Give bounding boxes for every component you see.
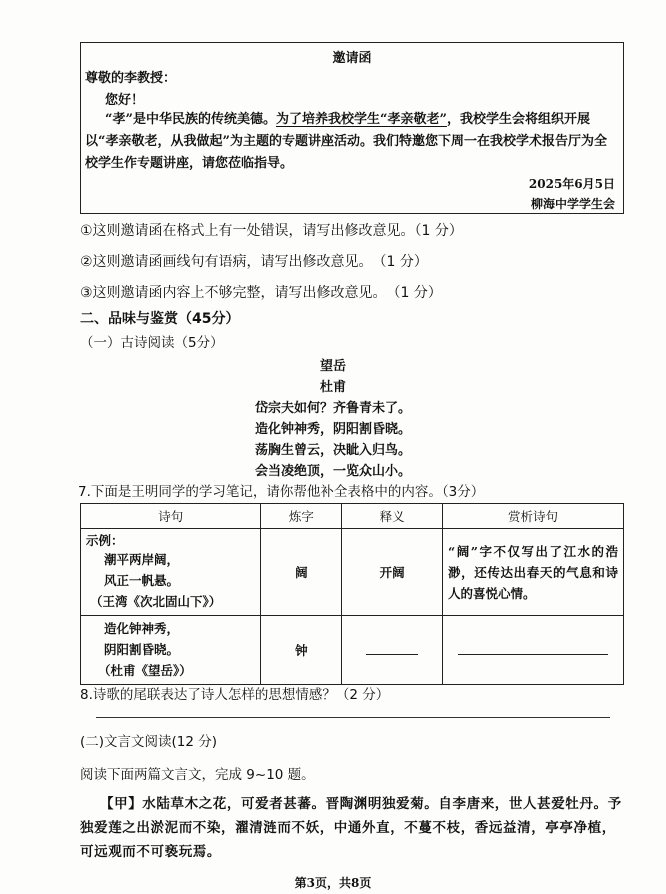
page-number: 第3页，共8页 [294, 876, 372, 890]
example-meaning: 开阔 [342, 529, 443, 616]
invitation-date: 2025年6月5日 [528, 177, 615, 191]
meaning-blank-line [366, 642, 418, 655]
invitation-underlined-sentence: 为了培养我校学生“孝亲敬老” [275, 112, 447, 127]
study-notes-table [80, 503, 624, 685]
meaning-answer-blank[interactable] [342, 616, 443, 685]
example-verse-cell [81, 529, 261, 616]
header-word: 炼字 [261, 504, 342, 529]
example-source: （王湾《次北固山下》） [90, 594, 222, 609]
invitation-body [85, 109, 617, 175]
example-line: 潮平两岸阔， [104, 552, 180, 567]
appreciation-answer-blank[interactable] [443, 616, 624, 685]
example-line: 风正一帆悬。 [104, 573, 180, 588]
table-header-row [81, 504, 624, 529]
header-appreciation: 赏析诗句 [443, 504, 624, 529]
subsection-wyw-heading: (二)文言文阅读(12 分) [80, 734, 218, 750]
question-3: ③这则邀请函内容上不够完整，请写出修改意见。 （1 分） [80, 285, 442, 301]
poem-line: 造化钟神秀，阴阳割昏晓。 [254, 422, 411, 437]
subsection-poem-heading: （一）古诗阅读（5分） [80, 335, 224, 351]
question-1: ①这则邀请函在格式上有一处错误，请写出修改意见。（1 分） [80, 223, 463, 239]
question-2: ②这则邀请函画线句有语病，请写出修改意见。 （1 分） [80, 254, 428, 270]
invitation-hello: 您好！ [105, 93, 145, 108]
poem-line: 岱宗夫如何？齐鲁青未了。 [254, 401, 411, 416]
table-row-question [81, 616, 624, 685]
question-word: 钟 [261, 616, 342, 685]
invitation-signature: 柳海中学学生会 [530, 197, 615, 211]
question-8: 8.诗歌的尾联表达了诗人怎样的思想情感？（2 分） [80, 687, 390, 703]
question-7: 7.下面是王明同学的学习笔记，请你帮他补全表格中的内容。（3分） [78, 484, 485, 500]
poem-line: 会当凌绝顶，一览众山小。 [254, 464, 411, 479]
question-line: 造化钟神秀， [104, 621, 180, 636]
wyw-passage-jia: 【甲】水陆草木之花，可爱者甚蕃。晋陶渊明独爱菊。自李唐来，世人甚爱牡丹。予独爱莲之出淤泥而不染，濯清涟而不妖，中通外直，不蔓不枝，香远益清，亭亭净植，可远观而不可亵玩焉。 [80, 796, 622, 860]
example-appreciation: “阔”字不仅写出了江水的浩渺，还传达出春天的气息和诗人的喜悦心情。 [443, 529, 624, 616]
appreciation-blank-line [458, 642, 608, 655]
invitation-body-after: ，我校学生会将组织开展以“孝亲敬老，从我做起”为主题的专题讲座活动。我们特邀您下周一在我校学术报告厅为全校学生作专题讲座，请您莅临指导。 [85, 112, 607, 171]
answer-line[interactable] [96, 716, 610, 718]
example-label: 示例： [86, 533, 124, 548]
poem-line: 荡胸生曾云，决眦入归鸟。 [254, 443, 411, 458]
section-heading: 二、品味与鉴赏（45分） [80, 311, 240, 327]
table-row-example [81, 529, 624, 616]
invitation-title: 邀请函 [332, 51, 372, 66]
invitation-body-before: “孝”是中华民族的传统美德。 [105, 112, 276, 127]
question-source: （杜甫《望岳》） [98, 663, 192, 678]
poem-author: 杜甫 [319, 380, 346, 395]
example-word: 阔 [261, 529, 342, 616]
poem-title: 望岳 [319, 359, 346, 374]
wyw-instruction: 阅读下面两篇文言文，完成 9~10 题。 [80, 767, 315, 783]
invitation-box [80, 42, 624, 214]
question-line: 阴阳割昏晓。 [104, 642, 180, 657]
invitation-greeting: 尊敬的李教授： [85, 71, 177, 86]
header-verse: 诗句 [81, 504, 261, 529]
header-meaning: 释义 [342, 504, 443, 529]
question-verse-cell [81, 616, 261, 685]
